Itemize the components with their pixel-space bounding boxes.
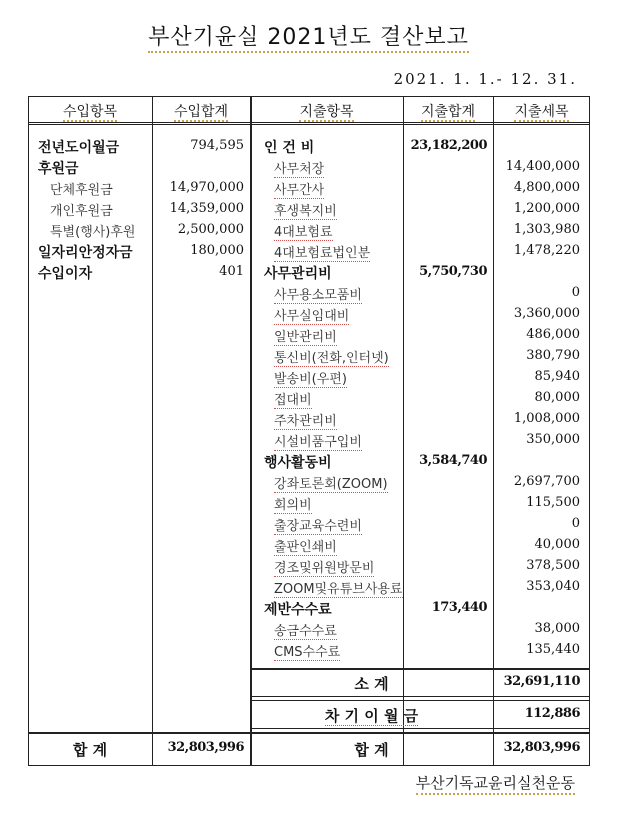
expense-item-label-text: 사무용소모품비 bbox=[274, 288, 362, 303]
income-item-value: 2,500,000 bbox=[177, 222, 244, 237]
expense-total-value: 173,440 bbox=[431, 600, 487, 615]
expense-total-value: 3,584,740 bbox=[419, 453, 487, 468]
expense-detail-value: 1,303,980 bbox=[513, 222, 580, 237]
carryover-label: 차 기 이 월 금 bbox=[324, 707, 419, 725]
expense-item-label bbox=[274, 431, 362, 450]
expense-detail-value: 80,000 bbox=[534, 390, 580, 405]
income-item-value: 14,359,000 bbox=[169, 201, 244, 216]
divider bbox=[493, 96, 494, 766]
expense-detail-value: 14,400,000 bbox=[505, 159, 580, 174]
expense-detail-value: 40,000 bbox=[534, 537, 580, 552]
expense-item-label bbox=[274, 515, 362, 534]
expense-item-label: 사무관리비 bbox=[264, 266, 332, 282]
expense-detail-value: 2,697,700 bbox=[513, 474, 580, 489]
expense-item-label: 제반수수료 bbox=[264, 602, 332, 618]
expense-item-label bbox=[274, 284, 362, 303]
page-title: 부산기윤실 2021년도 결산보고 bbox=[0, 20, 617, 51]
expense-item-label bbox=[274, 179, 324, 198]
expense-item-label-text: 접대비 bbox=[274, 393, 312, 408]
organization-name: 부산기독교윤리실천운동 bbox=[416, 772, 575, 795]
expense-item-label bbox=[274, 410, 337, 429]
income-item-value: 401 bbox=[219, 264, 244, 279]
expense-detail-value: 0 bbox=[571, 285, 580, 300]
expense-item-label bbox=[274, 578, 403, 597]
expense-item-label-text: 출판인쇄비 bbox=[274, 540, 337, 555]
date-range: 2021. 1. 1.- 12. 31. bbox=[393, 70, 577, 88]
divider bbox=[152, 96, 153, 766]
income-item-label: 수입이자 bbox=[38, 266, 93, 282]
expense-item-label-text: 후생복지비 bbox=[274, 204, 337, 219]
expense-detail-value: 486,000 bbox=[526, 327, 580, 342]
expense-detail-value: 85,940 bbox=[534, 369, 580, 384]
expense-detail-value: 1,478,220 bbox=[513, 243, 580, 258]
expense-item-label bbox=[274, 368, 347, 387]
expense-item-label-text: 일반관리비 bbox=[274, 330, 337, 345]
expense-detail-value: 115,500 bbox=[526, 495, 580, 510]
income-item-value: 14,970,000 bbox=[169, 180, 244, 195]
divider bbox=[250, 668, 590, 670]
expense-item-label-text: 강좌토론회(ZOOM) bbox=[274, 477, 388, 492]
expense-item-label-text: CMS수수료 bbox=[274, 645, 341, 660]
expense-item-label: 행사활동비 bbox=[264, 455, 332, 471]
expense-item-label-text: ZOOM및유튜브사용료 bbox=[274, 582, 403, 597]
income-item-label: 전년도이월금 bbox=[38, 140, 120, 156]
expense-item-label bbox=[274, 221, 333, 240]
expense-detail-value: 380,790 bbox=[526, 348, 580, 363]
expense-total-value: 5,750,730 bbox=[419, 264, 487, 279]
expense-detail-value: 0 bbox=[571, 516, 580, 531]
expense-item-label-text: 회의비 bbox=[274, 498, 312, 513]
expense-item-label bbox=[274, 326, 337, 345]
expense-item-label bbox=[274, 242, 370, 261]
header-expense-total: 지출합계 bbox=[420, 104, 476, 120]
divider bbox=[28, 732, 590, 734]
expense-detail-value: 1,008,000 bbox=[513, 411, 580, 426]
header-expense-item: 지출항목 bbox=[299, 104, 354, 120]
expense-item-label-text: 주차관리비 bbox=[274, 414, 337, 429]
divider bbox=[250, 728, 590, 729]
expense-detail-value: 38,000 bbox=[534, 621, 580, 636]
income-item-label: 일자리안정자금 bbox=[38, 245, 133, 261]
expense-item-label-text: 발송비(우편) bbox=[274, 372, 347, 387]
expense-detail-value: 4,800,000 bbox=[513, 180, 580, 195]
expense-item-label-text: 출장교육수련비 bbox=[274, 519, 362, 534]
expense-item-label-text: 송금수수료 bbox=[274, 624, 337, 639]
income-item-label: 개인후원금 bbox=[50, 204, 113, 219]
expense-item-label bbox=[274, 557, 374, 576]
expense-item-label bbox=[274, 347, 389, 366]
income-item-label: 특별(행사)후원 bbox=[50, 225, 136, 240]
income-item-value: 794,595 bbox=[190, 138, 244, 153]
income-item-value: 180,000 bbox=[190, 243, 244, 258]
expense-item-label-text: 4대보험료법인분 bbox=[274, 246, 371, 261]
expense-detail-value: 378,500 bbox=[526, 558, 580, 573]
income-item-label: 단체후원금 bbox=[50, 183, 113, 198]
expense-detail-value: 350,000 bbox=[526, 432, 580, 447]
expense-item-label-text: 사무실임대비 bbox=[274, 309, 350, 324]
header-income-item: 수입항목 bbox=[62, 104, 118, 120]
divider bbox=[250, 700, 590, 701]
expense-item-label-text: 통신비(전화,인터넷) bbox=[274, 351, 389, 366]
divider bbox=[250, 96, 252, 766]
expense-detail-value: 135,440 bbox=[526, 642, 580, 657]
expense-item-label bbox=[274, 641, 340, 660]
subtotal-value: 32,691,110 bbox=[503, 674, 580, 689]
divider bbox=[28, 122, 590, 125]
expense-item-label bbox=[274, 158, 324, 177]
expense-item-label bbox=[274, 200, 337, 219]
subtotal-label: 소 계 bbox=[354, 675, 389, 693]
expense-item-label-text: 사무처장 bbox=[274, 162, 325, 177]
expense-item-label bbox=[274, 305, 349, 324]
income-grand-total-value: 32,803,996 bbox=[167, 740, 244, 755]
divider bbox=[403, 96, 404, 766]
header-income-total: 수입합계 bbox=[173, 104, 229, 120]
expense-item-label bbox=[274, 389, 312, 408]
expense-item-label-text: 경조및위원방문비 bbox=[274, 561, 375, 576]
expense-detail-value: 1,200,000 bbox=[513, 201, 580, 216]
expense-total-value: 23,182,200 bbox=[410, 138, 487, 153]
income-grand-total-label: 합 계 bbox=[72, 741, 108, 759]
expense-item-label bbox=[274, 536, 337, 555]
expense-item-label-text: 시설비품구입비 bbox=[274, 435, 362, 450]
expense-item-label bbox=[274, 620, 337, 639]
header-expense-detail: 지출세목 bbox=[514, 104, 569, 120]
expense-grand-total-value: 32,803,996 bbox=[503, 740, 580, 755]
carryover-value: 112,886 bbox=[524, 706, 580, 721]
expense-grand-total-label: 합 계 bbox=[354, 741, 389, 759]
expense-item-label-text: 4대보험료 bbox=[274, 225, 333, 240]
expense-item-label bbox=[274, 494, 312, 513]
divider bbox=[250, 696, 590, 697]
expense-detail-value: 353,040 bbox=[526, 579, 580, 594]
expense-detail-value: 3,360,000 bbox=[513, 306, 580, 321]
expense-item-label bbox=[274, 473, 388, 492]
expense-item-label: 인 건 비 bbox=[264, 140, 315, 156]
expense-item-label-text: 사무간사 bbox=[274, 183, 325, 198]
income-item-label: 후원금 bbox=[38, 161, 79, 177]
